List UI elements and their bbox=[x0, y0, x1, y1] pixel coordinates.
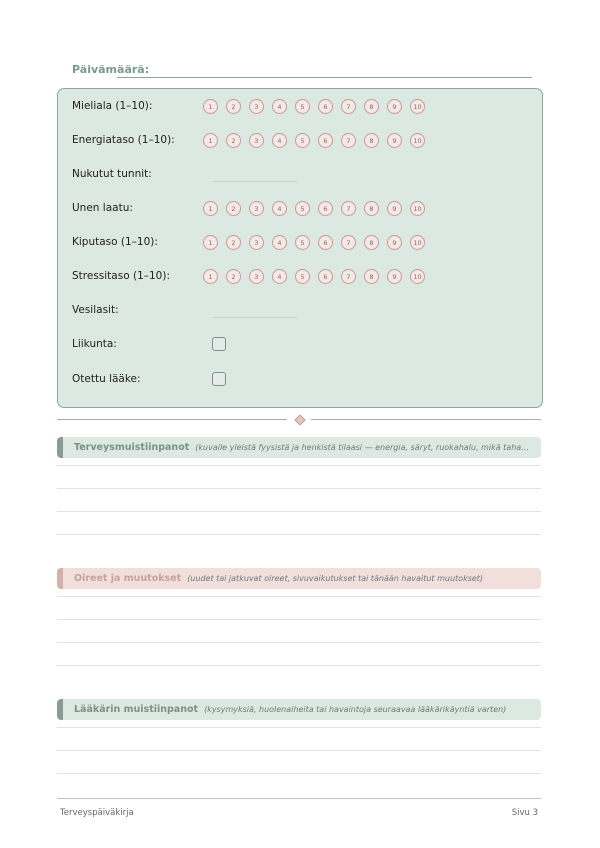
diamond-ornament-icon bbox=[294, 414, 305, 425]
rating-option[interactable]: 4 bbox=[272, 99, 287, 114]
rating-option[interactable]: 4 bbox=[272, 133, 287, 148]
rating-option[interactable]: 9 bbox=[387, 201, 402, 216]
rating-option[interactable]: 3 bbox=[249, 235, 264, 250]
section-title: Oireet ja muutokset bbox=[74, 573, 182, 584]
writing-line[interactable] bbox=[57, 773, 541, 774]
rating-option[interactable]: 8 bbox=[364, 235, 379, 250]
date-label: Päivämäärä: bbox=[72, 63, 150, 76]
rating-option[interactable]: 10 bbox=[410, 235, 425, 250]
writing-line[interactable] bbox=[57, 596, 541, 597]
writing-line[interactable] bbox=[57, 619, 541, 620]
daily-tracker-panel bbox=[57, 88, 543, 408]
divider-line-right bbox=[311, 419, 541, 420]
tracker-row bbox=[58, 197, 542, 221]
section-divider bbox=[57, 419, 541, 421]
rating-option[interactable]: 1 bbox=[203, 133, 218, 148]
rating-option[interactable]: 6 bbox=[318, 201, 333, 216]
rating-option[interactable]: 10 bbox=[410, 269, 425, 284]
writing-line[interactable] bbox=[57, 488, 541, 489]
rating-option[interactable]: 8 bbox=[364, 201, 379, 216]
section-heading bbox=[74, 442, 529, 453]
rating-option[interactable]: 7 bbox=[341, 99, 356, 114]
section-header bbox=[57, 568, 541, 589]
rating-option[interactable]: 7 bbox=[341, 201, 356, 216]
rating-option[interactable]: 5 bbox=[295, 99, 310, 114]
tracker-row bbox=[58, 163, 542, 187]
rating-option[interactable]: 7 bbox=[341, 269, 356, 284]
checkbox[interactable] bbox=[212, 337, 226, 351]
rating-option[interactable]: 7 bbox=[341, 133, 356, 148]
writing-line[interactable] bbox=[57, 750, 541, 751]
rating-option[interactable]: 3 bbox=[249, 269, 264, 284]
date-row bbox=[72, 62, 532, 80]
rating-option[interactable]: 1 bbox=[203, 201, 218, 216]
section-accent-bar bbox=[57, 699, 63, 720]
rating-option[interactable]: 9 bbox=[387, 269, 402, 284]
notes-section bbox=[57, 568, 541, 589]
rating-option[interactable]: 10 bbox=[410, 201, 425, 216]
footer-title: Terveyspäiväkirja bbox=[60, 808, 134, 818]
rating-option[interactable]: 4 bbox=[272, 269, 287, 284]
rating-option[interactable]: 7 bbox=[341, 235, 356, 250]
rating-option[interactable]: 4 bbox=[272, 235, 287, 250]
rating-option[interactable]: 2 bbox=[226, 99, 241, 114]
rating-option[interactable]: 2 bbox=[226, 201, 241, 216]
rating-option[interactable]: 9 bbox=[387, 133, 402, 148]
tracker-row-label: Vesilasit: bbox=[72, 304, 119, 316]
fill-in-line[interactable] bbox=[213, 181, 297, 182]
rating-option[interactable]: 10 bbox=[410, 99, 425, 114]
section-hint: (kysymyksiä, huolenaiheita tai havaintoja seuraavaa lääkärikäyntiä varten) bbox=[204, 705, 507, 714]
writing-line[interactable] bbox=[57, 727, 541, 728]
section-heading bbox=[74, 704, 506, 715]
tracker-row bbox=[58, 95, 542, 119]
tracker-row bbox=[58, 231, 542, 255]
rating-option[interactable]: 9 bbox=[387, 235, 402, 250]
tracker-row bbox=[58, 129, 542, 153]
tracker-row-label: Otettu lääke: bbox=[72, 373, 141, 385]
tracker-row-label: Mieliala (1–10): bbox=[72, 100, 153, 112]
rating-option[interactable]: 6 bbox=[318, 133, 333, 148]
rating-option[interactable]: 10 bbox=[410, 133, 425, 148]
tracker-row bbox=[58, 265, 542, 289]
tracker-row bbox=[58, 333, 542, 357]
rating-option[interactable]: 5 bbox=[295, 269, 310, 284]
rating-option[interactable]: 8 bbox=[364, 133, 379, 148]
section-hint: (kuvaile yleistä fyysistä ja henkistä tilaasi — energia, säryt, ruokahalu, mikä taha… bbox=[195, 443, 530, 452]
section-accent-bar bbox=[57, 437, 63, 458]
section-accent-bar bbox=[57, 568, 63, 589]
fill-in-line[interactable] bbox=[213, 317, 297, 318]
section-hint: (uudet tai jatkuvat oireet, sivuvaikutukset tai tänään havaitut muutokset) bbox=[187, 574, 484, 583]
rating-option[interactable]: 1 bbox=[203, 99, 218, 114]
section-header bbox=[57, 437, 541, 458]
tracker-row bbox=[58, 299, 542, 323]
rating-option[interactable]: 2 bbox=[226, 235, 241, 250]
notes-section bbox=[57, 699, 541, 720]
section-header bbox=[57, 699, 541, 720]
rating-option[interactable]: 3 bbox=[249, 133, 264, 148]
rating-option[interactable]: 2 bbox=[226, 133, 241, 148]
tracker-row-label: Stressitaso (1–10): bbox=[72, 270, 170, 282]
tracker-row-label: Nukutut tunnit: bbox=[72, 168, 152, 180]
rating-option[interactable]: 1 bbox=[203, 269, 218, 284]
rating-option[interactable]: 6 bbox=[318, 99, 333, 114]
tracker-row-label: Unen laatu: bbox=[72, 202, 133, 214]
writing-line[interactable] bbox=[57, 665, 541, 666]
divider-line-left bbox=[57, 419, 287, 420]
rating-option[interactable]: 5 bbox=[295, 201, 310, 216]
notes-section bbox=[57, 437, 541, 458]
writing-line[interactable] bbox=[57, 465, 541, 466]
rating-option[interactable]: 8 bbox=[364, 269, 379, 284]
writing-line[interactable] bbox=[57, 642, 541, 643]
page-number: Sivu 3 bbox=[511, 808, 538, 818]
checkbox[interactable] bbox=[212, 372, 226, 386]
date-input-line[interactable] bbox=[117, 77, 532, 78]
section-heading bbox=[74, 573, 483, 584]
tracker-row-label: Liikunta: bbox=[72, 338, 117, 350]
section-title: Lääkärin muistiinpanot bbox=[74, 704, 199, 715]
writing-line[interactable] bbox=[57, 511, 541, 512]
section-title: Terveysmuistiinpanot bbox=[74, 442, 190, 453]
rating-option[interactable]: 8 bbox=[364, 99, 379, 114]
writing-line[interactable] bbox=[57, 534, 541, 535]
page-footer bbox=[57, 798, 541, 818]
rating-option[interactable]: 2 bbox=[226, 269, 241, 284]
tracker-row-label: Kiputaso (1–10): bbox=[72, 236, 158, 248]
rating-option[interactable]: 6 bbox=[318, 235, 333, 250]
rating-option[interactable]: 1 bbox=[203, 235, 218, 250]
rating-option[interactable]: 3 bbox=[249, 201, 264, 216]
tracker-row bbox=[58, 368, 542, 392]
rating-option[interactable]: 5 bbox=[295, 133, 310, 148]
rating-option[interactable]: 9 bbox=[387, 99, 402, 114]
rating-option[interactable]: 4 bbox=[272, 201, 287, 216]
tracker-row-label: Energiataso (1–10): bbox=[72, 134, 175, 146]
rating-option[interactable]: 6 bbox=[318, 269, 333, 284]
rating-option[interactable]: 3 bbox=[249, 99, 264, 114]
rating-option[interactable]: 5 bbox=[295, 235, 310, 250]
